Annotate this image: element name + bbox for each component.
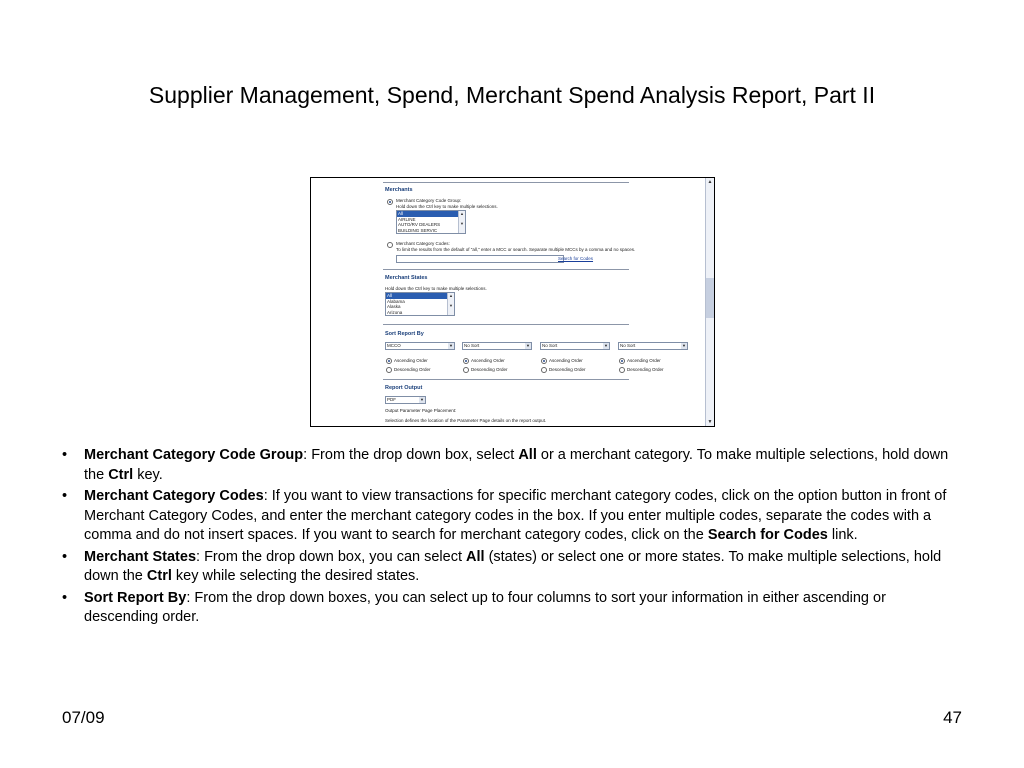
bullet-item [62, 446, 962, 485]
ascending-label: Ascending Order [394, 358, 428, 363]
page-number: 47 [943, 708, 962, 727]
placement-label: Output Parameter Page Placement: [385, 408, 457, 413]
scroll-thumb[interactable] [706, 278, 714, 318]
list-item[interactable]: AUTO/RV DEALERS [398, 222, 441, 227]
sort-select-value: No Sort [464, 343, 480, 348]
bullet-text: link. [827, 527, 858, 543]
ascending-label: Ascending Order [549, 358, 583, 363]
mcc-codes-input[interactable] [396, 255, 564, 263]
bullet-text: : If you want to view transactions for specific merchant category codes, click on the option button in front of Merchant Category Codes, and enter the merchant category codes in the box. If you enter multiple codes, separate the codes with a comma and do not insert spaces. If you want to search for merchant category codes, click on the [84, 488, 947, 543]
list-item[interactable]: Arizona [387, 309, 403, 315]
sort-select-2[interactable] [462, 342, 532, 350]
descending-radio-4[interactable] [619, 367, 625, 373]
report-output-select[interactable] [385, 396, 426, 404]
output-heading: Report Output [385, 385, 423, 391]
chevron-down-icon: ▼ [449, 343, 453, 348]
placement-hint: Selection defines the location of the Parameter Page details on the report output. [385, 418, 547, 423]
listbox-scrollbar[interactable]: ▲ ▼ [447, 293, 454, 315]
bullet-item [62, 589, 962, 628]
page-scrollbar[interactable] [705, 178, 714, 426]
sort-heading: Sort Report By [385, 331, 424, 337]
bullet-item [62, 548, 962, 587]
bullet-bold: Ctrl [108, 466, 134, 483]
list-item[interactable]: All [386, 293, 454, 299]
bullet-text: : From the drop down box, you can select [196, 548, 467, 565]
output-select-value: PDF [387, 397, 396, 402]
mcc-codes-hint: To limit the results from the default of "all," enter a MCC or search. Separate multiple MCCs by a comma and no spaces. [396, 247, 636, 252]
states-listbox[interactable] [385, 292, 455, 316]
list-item[interactable]: All [397, 211, 465, 217]
report-form-screenshot [310, 177, 715, 427]
bullet-bold: All [466, 548, 485, 565]
bullet-bold: Search for Codes [707, 527, 828, 543]
mcc-group-label: Merchant Category Code Group: [396, 198, 462, 203]
list-item[interactable]: Alabama [387, 298, 405, 304]
ascending-label: Ascending Order [471, 358, 505, 363]
sort-divider [383, 324, 629, 325]
bullet-item [62, 487, 962, 546]
mcc-codes-radio[interactable] [387, 242, 393, 248]
sort-select-4[interactable] [618, 342, 688, 350]
listbox-scrollbar[interactable]: ▲ ▼ [458, 211, 465, 233]
mcc-group-hint: Hold down the Ctrl key to make multiple selections. [396, 204, 498, 209]
scroll-up-icon[interactable]: ▲ [707, 179, 713, 185]
sort-select-value: MCCO [387, 343, 401, 348]
sort-select-value: No Sort [620, 343, 636, 348]
ascending-radio-3[interactable] [541, 358, 547, 364]
descending-label: Descending Order [627, 367, 664, 372]
list-item[interactable]: AIRLINE [398, 216, 416, 222]
ascending-radio-4[interactable] [619, 358, 625, 364]
states-hint: Hold down the Ctrl key to make multiple selections. [385, 286, 487, 291]
sort-select-3[interactable] [540, 342, 610, 350]
list-item[interactable]: Alaska [387, 304, 401, 309]
output-divider [383, 379, 629, 380]
merchants-heading: Merchants [385, 187, 413, 193]
bullet-text: : From the drop down box, select [303, 447, 519, 463]
ascending-radio-1[interactable] [386, 358, 392, 364]
bullet-term: Merchant Category Code Group [84, 447, 304, 463]
ascending-label: Ascending Order [627, 358, 661, 363]
bullet-text: : From the drop down boxes, you can select up to four columns to sort your information in either ascending or descending order. [84, 589, 886, 625]
chevron-down-icon: ▼ [420, 397, 424, 402]
mcc-group-listbox[interactable] [396, 210, 466, 234]
states-divider [383, 269, 629, 270]
slide-title: Supplier Management, Spend, Merchant Spend Analysis Report, Part II [148, 82, 876, 108]
chevron-down-icon: ▼ [682, 343, 686, 348]
bullet-bold: Ctrl [146, 568, 172, 584]
states-heading: Merchant States [385, 275, 428, 281]
merchants-divider [383, 182, 629, 183]
list-item[interactable]: BUILDING SERVIC [398, 227, 438, 233]
descending-radio-1[interactable] [386, 367, 392, 373]
scroll-down-icon[interactable]: ▼ [707, 419, 713, 425]
bullet-term: Merchant Category Codes [84, 488, 264, 504]
bullet-term: Merchant States [84, 548, 197, 565]
ascending-radio-2[interactable] [463, 358, 469, 364]
sort-select-1[interactable] [385, 342, 455, 350]
descending-label: Descending Order [394, 367, 431, 372]
footer-date: 07/09 [62, 708, 105, 727]
chevron-down-icon: ▼ [604, 343, 608, 348]
bullet-text: key while selecting the desired states. [171, 568, 420, 584]
chevron-down-icon: ▼ [526, 343, 530, 348]
descending-label: Descending Order [471, 367, 508, 372]
sort-select-value: No Sort [542, 343, 558, 348]
mcc-group-radio[interactable] [387, 199, 393, 205]
mcc-codes-label: Merchant Category Codes: [396, 241, 450, 246]
descending-label: Descending Order [549, 367, 586, 372]
bullet-text: key. [133, 466, 163, 483]
bullet-list [62, 446, 962, 630]
descending-radio-2[interactable] [463, 367, 469, 373]
bullet-text: (states) or select one or more states. To make multiple selections, hold down the [84, 548, 942, 584]
bullet-term: Sort Report By [84, 589, 187, 606]
descending-radio-3[interactable] [541, 367, 547, 373]
bullet-bold: All [518, 447, 537, 463]
search-for-codes-link[interactable]: Search for Codes [558, 256, 594, 261]
bullet-text: or a merchant category. To make multiple selections, hold down the [84, 447, 949, 483]
